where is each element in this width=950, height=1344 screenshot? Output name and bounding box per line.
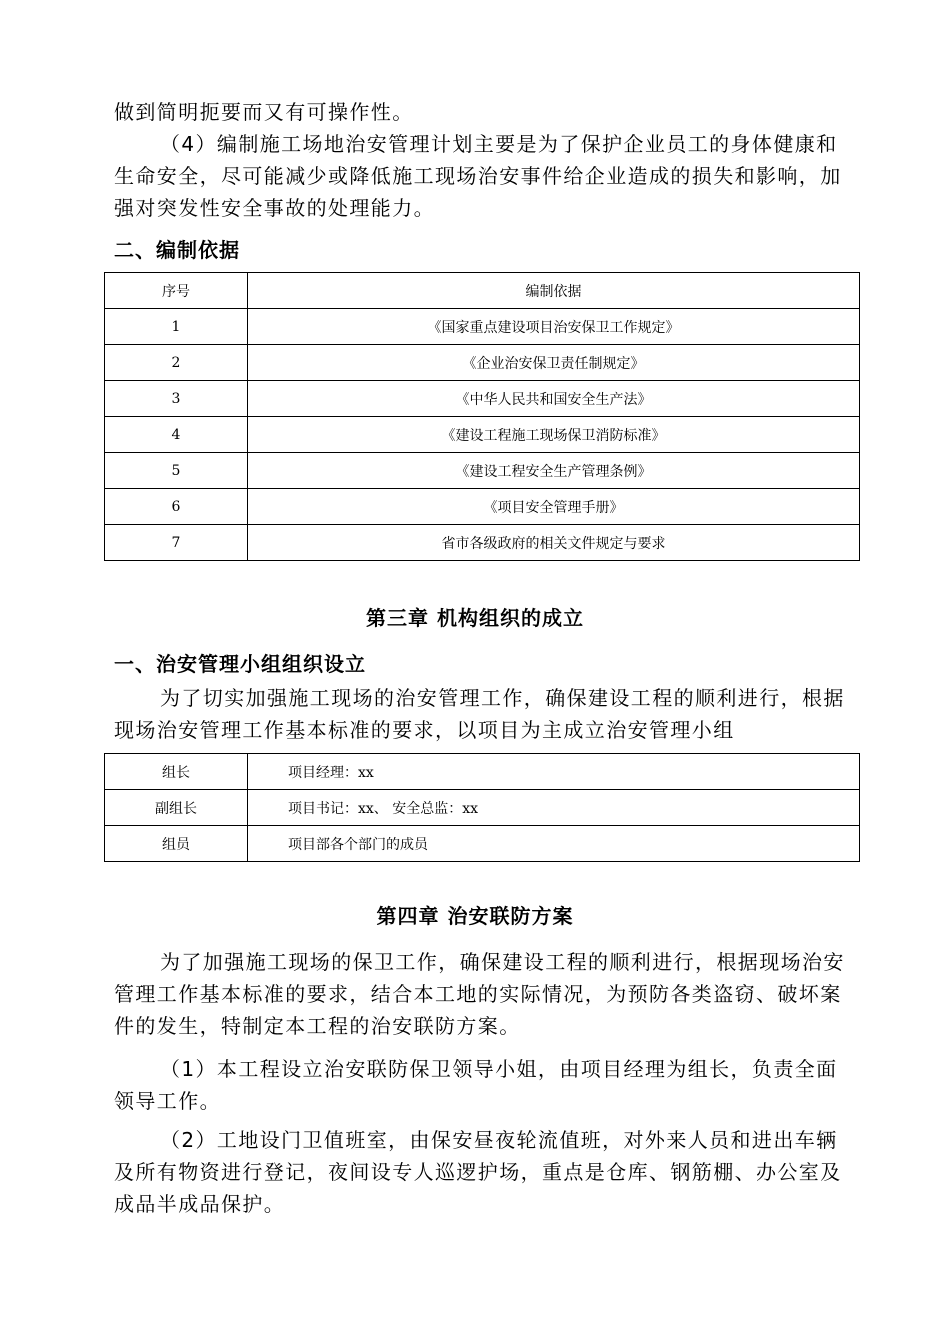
row-basis: 《企业治安保卫责任制规定》 (248, 345, 860, 381)
member-cell: 项目书记：xx、 安全总监：xx (248, 790, 860, 826)
member-cell: 项目部各个部门的成员 (248, 826, 860, 862)
row-index: 4 (105, 417, 248, 453)
chapter-4-paragraph: 为了加强施工现场的保卫工作，确保建设工程的顺利进行，根据现场治安管理工作基本标准的要求，结合本工地的实际情况，为预防各类盗窃、破坏案件的发生，特制定本工程的治安联防方案。 (114, 950, 845, 1038)
row-index: 3 (105, 381, 248, 417)
row-basis: 《中华人民共和国安全生产法》 (248, 381, 860, 417)
row-basis: 《项目安全管理手册》 (248, 489, 860, 525)
header-index: 序号 (105, 273, 248, 309)
role-cell: 副组长 (105, 790, 248, 826)
table-row (105, 489, 860, 525)
section-title-group: 一、治安管理小组组织设立 (114, 652, 366, 676)
role-cell: 组员 (105, 826, 248, 862)
chapter-4-item-1: （1）本工程设立治安联防保卫领导小姐，由项目经理为组长，负责全面领导工作。 (114, 1057, 838, 1113)
intro-continuation: 做到简明扼要而又有可操作性。 (114, 100, 414, 124)
basis-table (104, 272, 860, 561)
row-index: 1 (105, 309, 248, 345)
table-row (105, 790, 860, 826)
role-cell: 组长 (105, 754, 248, 790)
row-index: 5 (105, 453, 248, 489)
intro-item-4: （4）编制施工场地治安管理计划主要是为了保护企业员工的身体健康和生命安全，尽可能减少或降低施工现场治安事件给企业造成的损失和影响，加强对突发性安全事故的处理能力。 (114, 132, 842, 220)
row-index: 2 (105, 345, 248, 381)
table-row (105, 525, 860, 561)
group-table (104, 753, 860, 862)
chapter-4-item-2: （2）工地设门卫值班室，由保安昼夜轮流值班，对外来人员和进出车辆及所有物资进行登记，夜间设专人巡逻护场，重点是仓库、钢筋棚、办公室及成品半成品保护。 (114, 1128, 842, 1216)
table-row (105, 309, 860, 345)
chapter-4-title: 第四章 治安联防方案 (376, 904, 574, 928)
row-basis: 《国家重点建设项目治安保卫工作规定》 (248, 309, 860, 345)
table-row (105, 826, 860, 862)
table-row (105, 381, 860, 417)
row-basis: 省市各级政府的相关文件规定与要求 (248, 525, 860, 561)
table-row (105, 453, 860, 489)
table-header-row (105, 273, 860, 309)
header-basis: 编制依据 (248, 273, 860, 309)
member-cell: 项目经理：xx (248, 754, 860, 790)
section-title-basis: 二、编制依据 (114, 238, 240, 262)
table-row (105, 754, 860, 790)
chapter-3-paragraph: 为了切实加强施工现场的治安管理工作，确保建设工程的顺利进行，根据现场治安管理工作基本标准的要求，以项目为主成立治安管理小组 (114, 686, 845, 742)
row-basis: 《建设工程安全生产管理条例》 (248, 453, 860, 489)
table-row (105, 417, 860, 453)
row-index: 6 (105, 489, 248, 525)
chapter-3-title: 第三章 机构组织的成立 (366, 606, 584, 630)
table-row (105, 345, 860, 381)
row-basis: 《建设工程施工现场保卫消防标准》 (248, 417, 860, 453)
row-index: 7 (105, 525, 248, 561)
